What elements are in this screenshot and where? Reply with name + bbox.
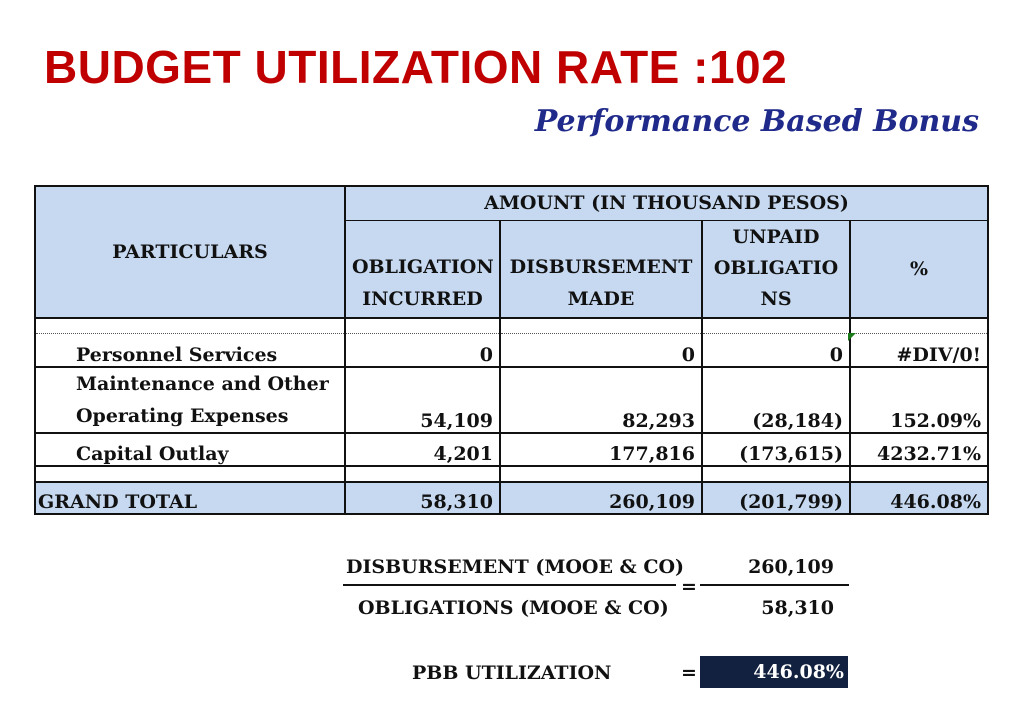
obligation-cell: 0 xyxy=(345,334,500,367)
header-percent: % xyxy=(850,220,988,318)
row-label-line: Operating Expenses xyxy=(76,404,289,427)
formula-denominator-label: OBLIGATIONS (MOOE & CO) xyxy=(358,597,669,619)
cell-comment-marker xyxy=(848,333,856,341)
grand-total-disbursement: 260,109 xyxy=(500,482,702,514)
formula-numerator-value: 260,109 xyxy=(748,556,834,578)
percent-cell: 152.09% xyxy=(850,367,988,433)
grand-total-obligation: 58,310 xyxy=(345,482,500,514)
pbb-utilization-label: PBB UTILIZATION xyxy=(412,662,612,684)
header-amount: AMOUNT (IN THOUSAND PESOS) xyxy=(345,186,988,220)
row-label xyxy=(35,367,345,433)
header-particulars: PARTICULARS xyxy=(35,186,345,318)
grand-total-unpaid: (201,799) xyxy=(702,482,850,514)
disbursement-cell: 0 xyxy=(500,334,702,367)
header-obligation-incurred: OBLIGATION INCURRED xyxy=(345,220,500,318)
formula-value-divider-line xyxy=(700,584,849,586)
grand-total-label: GRAND TOTAL xyxy=(35,482,345,514)
page-subtitle: Performance Based Bonus xyxy=(534,104,979,139)
table-row xyxy=(35,433,988,466)
obligation-cell: 4,201 xyxy=(345,433,500,466)
table-row xyxy=(35,334,988,367)
grand-total-percent: 446.08% xyxy=(850,482,988,514)
header-disbursement-made: DISBURSEMENT MADE xyxy=(500,220,702,318)
formula-denominator-value: 58,310 xyxy=(761,597,834,619)
obligation-cell: 54,109 xyxy=(345,367,500,433)
grand-total-row xyxy=(35,482,988,514)
row-label-line: Maintenance and Other xyxy=(76,372,329,395)
formula-equals: = xyxy=(681,576,697,598)
percent-cell: 4232.71% xyxy=(850,433,988,466)
unpaid-cell: 0 xyxy=(702,334,850,367)
table-row xyxy=(35,367,988,433)
formula-numerator-label: DISBURSEMENT (MOOE & CO) xyxy=(346,556,684,578)
pbb-utilization-value: 446.08% xyxy=(700,656,848,688)
unpaid-cell: (173,615) xyxy=(702,433,850,466)
disbursement-cell: 177,816 xyxy=(500,433,702,466)
row-label: Personnel Services xyxy=(35,334,345,367)
disbursement-cell: 82,293 xyxy=(500,367,702,433)
unpaid-cell: (28,184) xyxy=(702,367,850,433)
result-equals: = xyxy=(681,662,697,684)
row-label: Capital Outlay xyxy=(35,433,345,466)
percent-cell: #DIV/0! xyxy=(850,334,988,367)
header-unpaid-obligations: UNPAID OBLIGATIO NS xyxy=(702,220,850,318)
formula-divider-line xyxy=(343,584,676,586)
page-title: BUDGET UTILIZATION RATE :102 xyxy=(44,41,788,93)
budget-table xyxy=(34,185,989,515)
